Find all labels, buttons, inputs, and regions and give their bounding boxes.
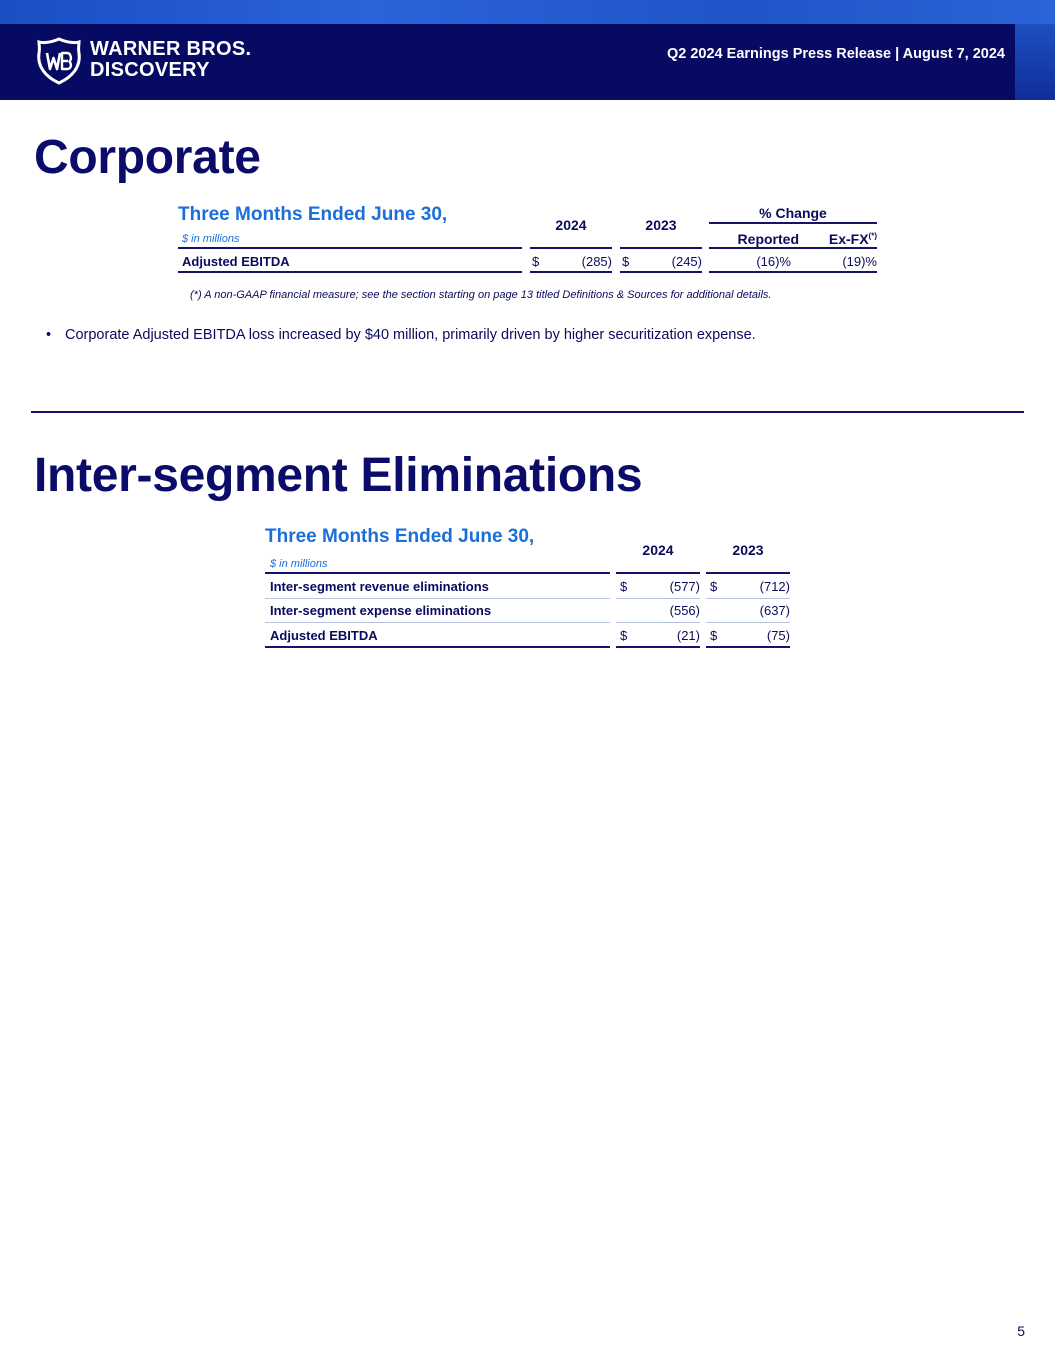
wb-shield-icon — [36, 37, 82, 85]
table-caption: Three Months Ended June 30, — [178, 204, 448, 225]
currency-symbol: $ — [532, 254, 540, 269]
currency-symbol: $ — [710, 628, 718, 643]
section-divider — [31, 411, 1024, 413]
row-label: Adjusted EBITDA — [270, 628, 378, 643]
column-header-2024: 2024 — [642, 542, 674, 558]
header-rule — [265, 572, 610, 574]
column-header-2024: 2024 — [555, 217, 587, 233]
column-header-reported: Reported — [737, 231, 799, 247]
page-number: 5 — [1017, 1323, 1025, 1339]
table-unit-label: $ in millions — [182, 233, 240, 245]
row-separator — [616, 622, 700, 623]
pct-change-rule — [709, 222, 877, 224]
bottom-rule — [616, 646, 700, 648]
column-header-2023: 2023 — [732, 542, 764, 558]
page-header — [0, 0, 1055, 100]
value-2024: (285) — [581, 254, 612, 269]
table-unit-label: $ in millions — [270, 558, 328, 570]
section-title-corporate: Corporate — [34, 131, 261, 184]
column-header-2023: 2023 — [645, 217, 677, 233]
currency-symbol: $ — [710, 579, 718, 594]
value-reported-change: (16)% — [756, 254, 791, 269]
bottom-rule — [709, 271, 877, 273]
currency-symbol: $ — [620, 579, 628, 594]
row-separator — [706, 622, 790, 623]
row-separator — [616, 598, 700, 599]
bullet-point — [46, 327, 756, 343]
header-rule — [530, 247, 612, 249]
header-title: Q2 2024 Earnings Press Release | August 7, 2024 — [666, 46, 1005, 62]
value-2023: (637) — [759, 603, 790, 618]
row-label: Inter-segment expense eliminations — [270, 603, 492, 618]
row-separator — [265, 622, 610, 623]
row-separator — [265, 598, 610, 599]
table-caption: Three Months Ended June 30, — [265, 526, 535, 547]
footnote: (*) A non-GAAP financial measure; see the section starting on page 13 titled Definitions & Sources for additional details. — [190, 289, 772, 301]
logo-line-1: WARNER BROS. — [90, 38, 252, 60]
header-side-accent — [1015, 24, 1055, 100]
bottom-rule — [530, 271, 612, 273]
bottom-rule — [620, 271, 702, 273]
exfx-label: Ex-FX — [828, 231, 869, 247]
logo-line-2: DISCOVERY — [90, 59, 210, 81]
header-rule — [706, 572, 790, 574]
column-header-exfx — [808, 231, 877, 247]
section-title-intersegment: Inter-segment Eliminations — [34, 449, 643, 502]
row-separator — [706, 598, 790, 599]
bullet-icon: • — [46, 327, 52, 343]
bottom-rule — [265, 646, 610, 648]
exfx-superscript: (*) — [868, 231, 877, 241]
header-rule — [616, 572, 700, 574]
header-rule — [178, 247, 522, 249]
header-rule — [620, 247, 702, 249]
header-rule — [709, 247, 877, 249]
row-label: Inter-segment revenue eliminations — [270, 579, 489, 594]
company-logo — [36, 37, 266, 85]
currency-symbol: $ — [622, 254, 630, 269]
value-exfx-change: (19)% — [842, 254, 877, 269]
value-2024: (577) — [669, 579, 700, 594]
value-2024: (556) — [669, 603, 700, 618]
bottom-rule — [706, 646, 790, 648]
bullet-text: Corporate Adjusted EBITDA loss increased by $40 million, primarily driven by higher securitization expense. — [65, 327, 756, 343]
value-2023: (245) — [671, 254, 702, 269]
logo-wordmark — [90, 39, 251, 81]
bottom-rule — [178, 271, 522, 273]
row-label: Adjusted EBITDA — [182, 254, 290, 269]
value-2023: (712) — [759, 579, 790, 594]
value-2024: (21) — [676, 628, 700, 643]
currency-symbol: $ — [620, 628, 628, 643]
column-header-pct-change: % Change — [759, 205, 827, 221]
header-accent-band — [0, 0, 1055, 24]
value-2023: (75) — [766, 628, 790, 643]
